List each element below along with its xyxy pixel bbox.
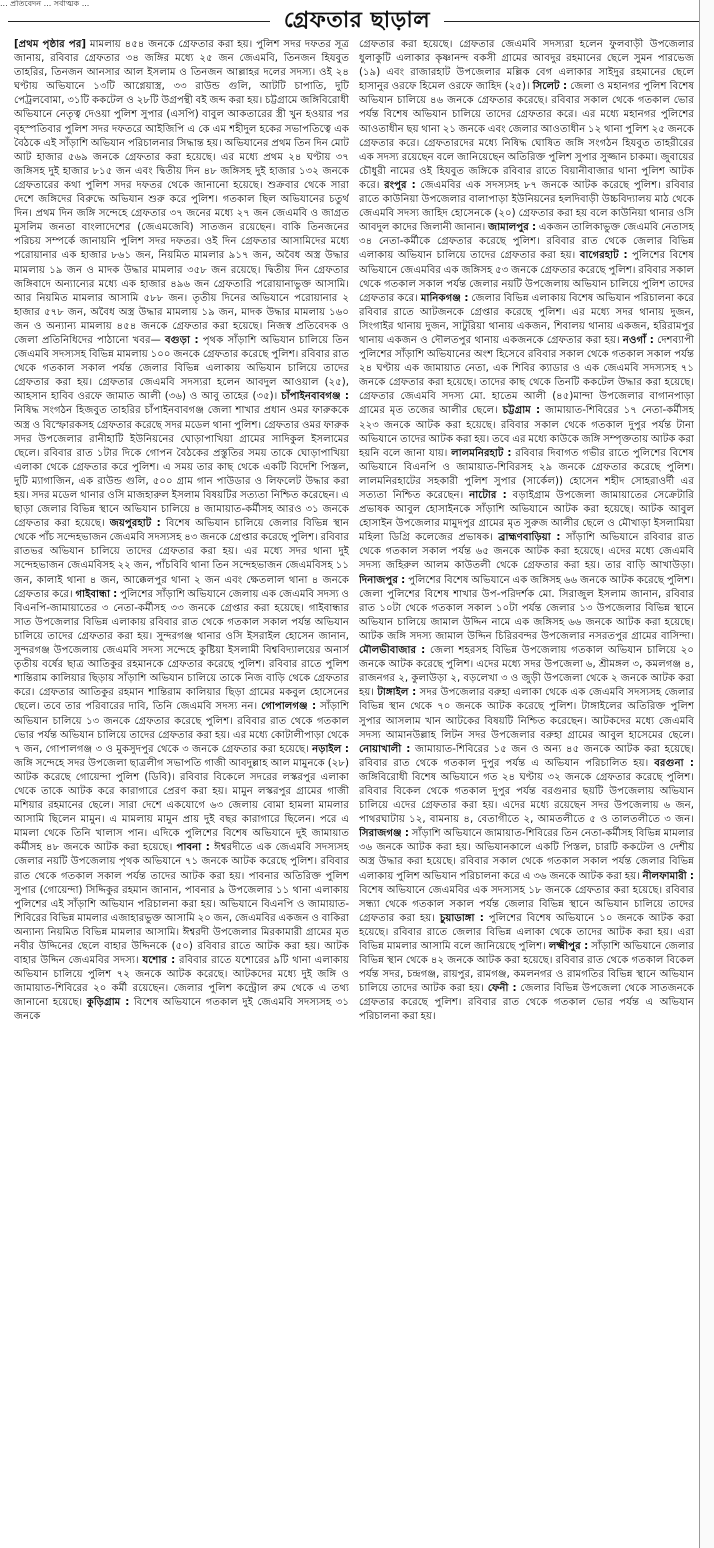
article-text: রবিবার দিবাগত গভীর রাতে পুলিশের বিশেষ অভিযানে বিএনপি ও জামায়াত-শিবিরসহ ২৯ জনকে গ্রেফতার করেছে পুলিশ। লালমনিরহাটের সহকারী পুলিশ সুপার (সার্কেল)) হোসেন শহীদ সোহরাওর্দী এর সত্যতা নিশ্চিত করেছেন। — [359, 447, 694, 501]
dateline-label: নীলফামারী : — [642, 870, 694, 882]
article-text: গ্রেফতার করা হয়েছে। গ্রেফতার জেএমবি সদস্যরা হলেন ফুলবাড়ী উপজেলার ধুলাকুটি এলাকার কৃষ্ণানন্দ বকসী গ্রামের আবদুর রহমানের ছেলে সুমন পারভেজ (১৯) এবং রাজারহাট উপজেলার মল্লিক বেগ এলাকার সাইদুর রহমানের ছেলে হাসানুর ওরফে হিমেল ওরফে জাহিদ (২৫)। — [359, 39, 694, 93]
article-text: সদর উপজেলার বরুহা এলাকা থেকে এক জেএমবি সদস্যসহ জেলার বিভিন্ন স্থান থেকে ৭০ জনকে আটক করেছে পুলিশ। টাঙ্গাইলের অতিরিক্ত পুলিশ সুপার আসলাম খান আটকের বিষয়টি নিশ্চিত করেছেন। আটকদের মধ্যে জেএমবি সদস্য আমানউল্লাহ লিটন সদর উপজেলার বরুহা গ্রামের আবুল হাসেমের ছেলে। — [359, 687, 694, 741]
article-text: সাঁড়াশি অভিযানে রবিবার রাত থেকে গতকাল সকাল পর্যন্ত ৬৫ জনকে আটক করা হয়েছে। এদের মধ্যে জেএমবি সদস্য জহিরুল আলম কাউতলী থেকে গ্রেফতার করা হয়। তার বাড়ি আখাউড়া। — [359, 532, 694, 572]
article-text: ঈশ্বরদীতে এক জেএমবি সদস্যসহ জেলার নয়টি উপজেলায় পৃথক অভিযানে ৭১ জনকে আটক করেছে পুলিশ। রবিবার রাত থেকে গতকাল সকাল পর্যন্ত তাদের আটক করা হয়। পাবনার অতিরিক্ত পুলিশ সুপার (গোয়েন্দা) সিদ্দিকুর রহমান জানান, পাবনার ৯ উপজেলার ১১ থানা এলাকায় পুলিশের এই সাঁড়াশি অভিযান পরিচালনা করা হয়। অভিযানে বিএনপি ও জামায়াত-শিবিরের বিভিন্ন মামলার এজাহারভুক্ত আসামি ২০ জন, জেএমবির একজন ও বাকিরা অন্যান্য নিয়মিত বিভিন্ন মামলার আসামি। ঈশ্বরদী উপজেলার মিরকামারী গ্রামের মৃত নবীর উদ্দিনের ছেলে বাহার উদ্দিনকে (৫০) রবিবার রাতে আটক করা হয়। আটক বাহার উদ্দিন জেএমবির সদস্য। — [14, 842, 349, 967]
dateline-label: মৌলভীবাজার : — [359, 645, 426, 657]
dateline-label: নাটোর : — [469, 490, 507, 501]
dateline-label: লক্ষ্মীপুর : — [548, 941, 589, 952]
article-text: পুলিশের বিশেষ অভিযানে এক জঙ্গিসহ ৬৬ জনকে আটক করেছে পুলিশ। জেলা পুলিশের বিশেষ শাখার উপ-পরিদর্শক মো. সিরাজুল ইসলাম জানান, রবিবার রাত ১০টা থেকে গতকাল সকাল ১০টা পর্যন্ত জেলার ১৩ উপজেলার বিভিন্ন স্থানে অভিযান চালিয়ে জামাল উদ্দিন নামে এক জঙ্গিসহ ৬৬ জনকে আটক করা হয়েছে। আটক জঙ্গি সদস্য জামাল উদ্দিন চিরিরবন্দর উপজেলার নসরতপুর গ্রামের বাসিন্দা। — [359, 574, 694, 642]
article-body — [14, 38, 694, 1542]
article-text: সাঁড়াশি অভিযানে জামায়াত-শিবিরের তিন নেতা-কর্মীসহ বিভিন্ন মামলার ৩৬ জনকে আটক করা হয়। অভিযানকালে একটি পিস্তল, চারটি ককটেল ও দেশীয় অস্ত্র উদ্ধার করা হয়েছে। রবিবার সকাল থেকে গতকাল সকাল পর্যন্ত জেলার বিভিন্ন এলাকায় পুলিশ অভিযান পরিচালনা করে এ ৩৬ জনকে আটক করা হয়। — [359, 828, 694, 882]
article-column-left — [14, 38, 349, 1542]
article-text: নিজস্ব প্রতিবেদক ও জেলা প্রতিনিধিদের পাঠানো খবর— — [14, 320, 349, 346]
dateline-label: বাগেরহাট : — [579, 250, 628, 262]
dateline-label: দিনাজপুর : — [359, 574, 406, 586]
dateline-label: টাঙ্গাইল : — [377, 687, 417, 699]
article-text: জামায়াত-শিবিরের ১৭ নেতা-কর্মীসহ ২২৩ জনকে আটক করা হয়েছে। রবিবার সকাল থেকে গতকাল দুপুর পর্যন্ত টানা অভিযানে তাদের আটক করা হয়। তবে এর মধ্যে কাউকে জঙ্গি সম্পৃক্ততায় আটক করা হয়নি বলে জানা যায়। — [359, 405, 694, 459]
dateline-label: কুড়িগ্রাম : — [86, 997, 130, 1009]
dateline-label: যশোর : — [142, 955, 176, 967]
article-text: জেলার বিভিন্ন এলাকায় বিশেষ অভিযান পরিচালনা করে রবিবার রাতে আটজনকে গ্রেপ্তার করেছে পুলিশ। এর মধ্যে সদর থানায় দুজন, সিংগাইর থানায় দুজন, সাটুরিয়া থানায় একজন, শিবালয় থানায় একজন, হরিরামপুর থানায় একজন ও দৌলতপুর থানায় একজনকে গ্রেফতার করা হয়। — [359, 292, 694, 346]
previous-article-text: ... প্রতিবেদন ... সর্বাত্মক ... — [0, 0, 90, 8]
article-text: সাঁড়াশি অভিযান চালিয়ে ১৩ জনকে গ্রেফতার করেছে পুলিশ। রবিবার রাত থেকে গতকাল ভোর পর্যন্ত অভিযান চালিয়ে তাদের গ্রেফতার করা হয়। এর মধ্যে কোটালীপাড়া থেকে ৭ জন, গোপালগঞ্জ ৩ ও মুকসুদপুর থেকে ৩ জনকে গ্রেফতার করা হয়েছে। — [14, 701, 349, 755]
dateline-label: বরগুনা : — [654, 757, 694, 769]
dateline-label: মানিকগঞ্জ : — [420, 292, 469, 304]
article-text: রবিবার রাতে যশোরের ৯টি থানা এলাকায় অভিযান চালিয়ে পুলিশ ৭২ জনকে আটক করেছে। আটকদের মধ্যে দুই জঙ্গি ও জামায়াত-শিবিরের ২০ কর্মী রয়েছেন। জেলার পুলিশ কন্ট্রোল রুম থেকে এ তথ্য জানানো হয়েছে। — [14, 955, 349, 1009]
dateline-label: বগুড়া : — [165, 334, 199, 346]
dateline-label: গোপালগঞ্জ : — [261, 701, 317, 713]
dateline-label: ব্রাহ্মণবাড়িয়া : — [498, 532, 561, 544]
headline-rule-right — [444, 21, 706, 22]
article-text: জঙ্গিবিরোধী বিশেষ অভিযানে গত ২৪ ঘণ্টায় ৩২ জনকে গ্রেফতার করেছে পুলিশ। রবিবার বিকেল থেকে গতকাল দুপুর পর্যন্ত বরগুনার ছয়টি উপজেলায় অভিযান চালিয়ে এদের গ্রেফতার করা হয়। এদের মধ্যে রয়েছেন সদর উপজেলায় ৬ জন, পাথরঘাটায় ১২, বামনায় ৪, বেতাগীতে ২, আমতলীতে ৫ ও তালতলীতে ৩ জন। — [359, 771, 694, 826]
article-text: পুলিশের সাঁড়াশি অভিযানে জেলায় এক জেএমবি সদস্য ও বিএনপি-জামায়াতের ৩ নেতা-কর্মীসহ ৩৩ জনকে গ্রেপ্তার করা হয়েছে। গাইবান্ধার সাত উপজেলার বিভিন্ন এলাকায় রবিবার রাত থেকে গতকাল সকাল পর্যন্ত অভিযান চালিয়ে তাদের গ্রেফতার করা হয়। সুন্দরগঞ্জ থানার ওসি ইসরাইল হোসেন জানান, সুন্দরগঞ্জ উপজেলায় জেএমবি সদস্য সন্দেহে কুষ্টিয়া ইসলামী বিশ্ববিদ্যালয়ের অনার্স তৃতীয় বর্ষের ছাত্র আতিকুর রহমানকে গ্রেফতার করেছে পুলিশ। রবিবার রাতে পুলিশ শান্তিরাম কালিয়ার ছিড়ায় সাঁড়াশি অভিযান চালিয়ে তাকে নিজ বাড়ি থেকে গ্রেফতার করে। গ্রেফতার আতিকুর রহমান শান্তিরাম কালিয়ার ছিড়া গ্রামের মকবুল হোসেনের ছেলে। তবে তার পরিবারের দাবি, তিনি জেএমবি সদস্য নন। — [14, 588, 349, 713]
dateline-label: নোয়াখালী : — [359, 743, 411, 755]
article-text: পৃথক সাঁড়াশি অভিযান চালিয়ে তিন জেএমবি সদস্যসহ বিভিন্ন মামলায় ১০০ জনকে গ্রেফতার করেছে পুলিশ। রবিবার রাত থেকে গতকাল সকাল পর্যন্ত জেলার বিভিন্ন এলাকায় অভিযান চালিয়ে তাদের গ্রেফতার করা হয়। গ্রেফতার জেএমবি সদস্যরা হলেন আবদুল আওয়াল (২৫), আহসান হাবিব ওরফে জামাত আলী (৩৬) ও আবু তাহের (৩৫)। — [14, 334, 349, 403]
dateline-label: [প্রথম পৃষ্ঠার পর] — [14, 39, 87, 50]
article-text: বিশেষ অভিযানে জেএমবির এক সদস্যসহ ১৮ জনকে গ্রেফতার করা হয়েছে। রবিবার সন্ধ্যা থেকে গতকাল সকাল পর্যন্ত জেলার বিভিন্ন স্থানে অভিযান চালিয়ে তাদের গ্রেফতার করা হয়। — [359, 884, 694, 924]
dateline-label: চাঁপাইনবাবগঞ্জ : — [281, 391, 349, 403]
dateline-label: ফেনী : — [487, 983, 517, 995]
article-text: দেশব্যাপী পুলিশের সাঁড়াশি অভিযানের অংশ হিসেবে রবিবার সকাল থেকে গতকাল সকাল পর্যন্ত ২৪ ঘণ্টায় এক জামায়াত নেতা, এক শিবির ক্যাডার ও এক জেএমবি সদস্যসহ ৭১ জনকে গ্রেফতার করা হয়েছে। তাদের কাছ থেকে তিনটি ককটেল উদ্ধার করা হয়েছে। গ্রেফতার জেএমবি সদস্য মো. হাতেম আলী (৪৫)মান্দা উপজেলার বাগানপাড়া গ্রামের মৃত তজের আলীর ছেলে। — [359, 334, 694, 417]
article-text: জামায়াত-শিবিরের ১৫ জন ও অন্য ৪৫ জনকে আটক করা হয়েছে। রবিবার রাত থেকে গতকাল দুপুর পর্যন্ত এ অভিযান পরিচালিত হয়। — [359, 743, 694, 769]
dateline-label: জয়পুরহাট : — [109, 518, 161, 530]
dateline-label: গাইবান্ধা : — [75, 588, 118, 600]
dateline-label: নড়াইল : — [312, 743, 349, 755]
article-text: পুলিশের বিশেষ অভিযানে ১০ জনকে আটক করা হয়েছে। রবিবার রাতে জেলার বিভিন্ন এলাকা থেকে তাদের আটক করা হয়। এরা বিভিন্ন মামলার আসামি বলে জানিয়েছে পুলিশ। — [359, 912, 694, 952]
article-headline: গ্রেফতার ছাড়াল — [283, 6, 431, 33]
dateline-label: নওগাঁ : — [622, 334, 654, 346]
article-text: জেলা ও মহানগর পুলিশ বিশেষ অভিযান চালিয়ে ৪৬ জনকে গ্রেফতার করেছে। রবিবার সকাল থেকে গতকাল ভোর পর্যন্ত বিশেষ অভিযান চালিয়ে তাদের গ্রেফতার করে। এর মধ্যে মহানগর পুলিশের আওতাধীন ছয় থানা ২১ জনকে এবং জেলার আওতাধীন ১২ থানা পুলিশ ২৫ জনকে গ্রেফতার করে। গ্রেফতারদের মধ্যে নিষিদ্ধ ঘোষিত জঙ্গি সংগঠন হিযবুত তাহরীরের এক সদস্য রয়েছেন বলে জানিয়েছেন অতিরিক্ত পুলিশ সুপার সুজ্জান চাকমা। জুবায়ের চৌধুরী নামের ওই হিযবুত জঙ্গিকে রবিবার রাতে বিয়ানীবাজার থানা পুলিশ আটক করে। — [359, 81, 694, 191]
article-text: জঙ্গি সন্দেহে সদর উপজেলা ছাত্রলীগ সভাপতি গাজী আবদুল্লাহ আল মামুনকে (২৮) আটক করেছে গোয়েন্দা পুলিশ (ডিবি)। রবিবার বিকেলে সদরের লস্করপুর এলাকা থেকে তাকে আটক করে কারাগারে প্রেরণ করা হয়। মামুন লস্করপুর গ্রামের গাজী মশিয়ার রহমানের ছেলে। সারা দেশে একযোগে ৬৩ জেলায় বোমা হামলা মামলার আসামি ছিলেন মামুন। এ মামলায় মামুন প্রায় দুই বছর কারাগারে ছিলেন। পরে এ মামলা থেকে তিনি খালাস পান। এদিকে পুলিশের বিশেষ অভিযানে দুই জামায়াত কর্মীসহ ৪৮ জনকে আটক করা হয়েছে। — [14, 757, 349, 854]
article-text: জেলার বিভিন্ন উপজেলা থেকে সাতজনকে গ্রেফতার করেছে পুলিশ। রবিবার রাত থেকে গতকাল ভোর পর্যন্ত এ অভিযান পরিচালনা করা হয়। — [359, 983, 694, 1023]
headline-row — [0, 6, 714, 36]
article-text: একজন তালিকাভুক্ত জেএমবি নেতাসহ ৩৪ নেতা-কর্মীকে গ্রেফতার করেছে পুলিশ। রবিবার রাত থেকে জেলার বিভিন্ন এলাকায় অভিযান চালিয়ে তাদের গ্রেফতার করা হয়। — [359, 222, 694, 262]
article-text: জেএমবির এক সদস্যসহ ৮৭ জনকে আটক করেছে পুলিশ। রবিবার রাতে কাউনিয়া উপজেলার বালাপাড়া ইউনিয়নের হলদিবাড়ী উচ্চবিদ্যালয় মাঠ থেকে জেএমবি সদস্য জাহিদ হোসেনকে (২০) গ্রেফতার করা হয় বলে কাউনিয়া থানার ওসি আবদুল কাদের জিলানী জানান। — [359, 179, 694, 234]
article-paragraph — [14, 38, 349, 1025]
article-text: জেলা শহরসহ বিভিন্ন উপজেলায় গতকাল অভিযান চালিয়ে ২০ জনকে আটক করেছে পুলিশ। এদের মধ্যে সদর উপজেলা ৬, শ্রীমঙ্গল ৩, কমলগঞ্জ ৪, রাজনগর ২, কুলাউড়া ২, বড়লেখা ৩ ও জুড়ী উপজেলা থেকে ২ জনকে আটক করা হয়। — [359, 645, 694, 699]
article-text: নিষিদ্ধ সংগঠন হিজবুত তাহরির চাঁপাইনবাবগঞ্জ জেলা শাখার প্রধান ওমর ফারুককে অস্ত্র ও বিস্ফোরকসহ গ্রেফতার করেছে সদর মডেল থানা পুলিশ। গ্রেফতার ওমর ফারুক সদর উপজেলার রানীহাটি ইউনিয়নের ঘোড়াপাখিয়া গ্রামের সাদিকুল ইসলামের ছেলে। রবিবার রাত ১টার দিকে গোপন বৈঠকের প্রস্তুতির সময় তাকে ঘোড়াপাখিয়া এলাকা থেকে গ্রেফতার করে পুলিশ। এ সময় তার কাছ থেকে একটি বিদেশি পিস্তল, দুটি ম্যাগাজিন, এক রাউন্ড গুলি, ৫০০ গ্রাম গান পাউডার ও লিফলেট উদ্ধার করা হয়। সদর মডেল থানার ওসি মাজহারুল ইসলাম বিষয়টির সত্যতা নিশ্চিত করেছেন। এ ছাড়া জেলার বিভিন্ন স্থানে অভিযান চালিয়ে ৪ জামায়াত-কর্মীসহ আরও ৩১ জনকে গ্রেফতার করা হয়েছে। — [14, 405, 349, 530]
dateline-label: সিলেট : — [532, 81, 568, 93]
article-text: বিশেষ অভিযানে গতকাল দুই জেএমবি সদস্যসহ ৩১ জনকে — [14, 997, 349, 1023]
dateline-label: চট্টগ্রাম : — [502, 405, 541, 417]
dateline-label: রংপুর : — [384, 179, 416, 191]
article-paragraph — [359, 38, 694, 1025]
dateline-label: সিরাজগঞ্জ : — [359, 828, 409, 840]
article-text: মামলায় ৪৫৪ জনকে গ্রেফতার করা হয়। পুলিশ সদর দফতর সূত্র জানায়, রবিবার গ্রেফতার ৩৪ জঙ্গির মধ্যে ২৫ জন জেএমবি, তিনজন হিযবুত তাহরির, তিনজন আনসার আল ইসলাম ও তিনজন আল্লাহর দলের সদস্য। ওই ২৪ ঘণ্টায় অভিযানে ১৩টি আগ্নেয়াস্ত্র, ৩৩ রাউন্ড গুলি, আটটি চাপাতি, দুটি পেট্রলবোমা, ৩১টি ককটেল ও ২৮টি উগ্রপন্থী বই জব্দ করা হয়। চট্টগ্রামে জঙ্গিবিরোধী অভিযানে নেতৃত্ব দেওয়া পুলিশ সুপার (এসপি) বাবুল আকতারের স্ত্রী খুন হওয়ার পর বৃহস্পতিবার পুলিশ সদর দফতরে আইজিপি এ কে এম শহীদুল হকের সভাপতিত্বে এক বৈঠকে এই সাঁড়াশি অভিযান পরিচালনার সিদ্ধান্ত হয়। অভিযানের প্রথম তিন দিন মোট আট হাজার ৫৬৯ জনকে গ্রেফতার করা হয়েছে। এর মধ্যে প্রথম ২৪ ঘণ্টায় ৩৭ জঙ্গিসহ দুই হাজার ৮১৫ জন এবং দ্বিতীয় দিন ৪৮ জঙ্গিসহ দুই হাজার ১৩২ জনকে গ্রেফতারের কথা পুলিশ সদর দফতর থেকে জানানো হয়েছে। শুক্রবার থেকে সারা দেশে জঙ্গিদের বিরুদ্ধে অভিযান শুরু করে পুলিশ। গতকাল ছিল অভিযানের চতুর্থ দিন। প্রথম দিন জঙ্গি সন্দেহে গ্রেফতার ৩৭ জনের মধ্যে ২৭ জন জেএমবি ও জাগ্রত মুসলিম জনতা বাংলাদেশের (জেএমজেবি) সাতজন রয়েছেন। বাকি তিনজনের পরিচয় সম্পর্কে জানায়নি পুলিশ সদর দফতর। ওই দিন গ্রেফতার আসামিদের মধ্যে পরোয়ানার এক হাজার ৮৬১ জন, নিয়মিত মামলার ৯১৭ জন, অবৈধ অস্ত্র উদ্ধার মামলায় ১৯ জন ও মাদক উদ্ধার মামলার ৩৫৮ জন রয়েছে। দ্বিতীয় দিন গ্রেফতার জঙ্গিবাদে অন্যান্যের মধ্যে এক হাজার ৪৯৬ জন গ্রেফতারি পরোয়ানাভুক্ত আসামি। আর নিয়মিত মামলার আসামি ৫৮৮ জন। তৃতীয় দিনের অভিযানে পরোয়ানার ২ হাজার ৫৭৮ জন, অবৈধ অস্ত্র উদ্ধার মামলায় ১৯ জন, মাদক উদ্ধার মামলায় ১৬০ জন ও অন্যান্য মামলায় ৪৫৪ জনকে গ্রেফতার করা হয়েছে। — [14, 39, 349, 332]
dateline-label: জামালপুর : — [488, 222, 537, 234]
adjacent-article-edge — [699, 0, 714, 1548]
dateline-label: চুয়াডাঙ্গা : — [439, 912, 484, 924]
article-text: বিশেষ অভিযান চালিয়ে জেলার বিভিন্ন স্থান থেকে পাঁচ সন্দেহভাজন জেএমবি সদস্যসহ ৪৩ জনকে গ্রেপ্তার করেছে পুলিশ। রবিবার রাতভর অভিযান চালিয়ে তাদের গ্রেফতার করা হয়। এর মধ্যে সদর থানা দুই সন্দেহভাজন জেএমবিসহ ২২ জন, পাঁচবিবি থানা তিন সন্দেহভাজন জেএমবিসহ ১১ জন, কালাই থানা ৪ জন, আক্কেলপুর থানা ২ জন এবং ক্ষেতলাল থানা ৪ জনকে গ্রেফতার করে। — [14, 518, 349, 600]
dateline-label: লালমনিরহাট : — [451, 447, 512, 459]
article-text: সাঁড়াশি অভিযানে জেলার বিভিন্ন স্থান থেকে ৪২ জনকে আটক করা হয়েছে। রবিবার রাত থেকে গতকাল বিকেল পর্যন্ত সদর, চন্দ্রগঞ্জ, রায়পুর, রামগঞ্জ, কমলনগর ও রামগতির বিভিন্ন স্থানে অভিযান চালিয়ে তাদের আটক করা হয়। — [359, 941, 694, 995]
headline-rule-left — [8, 21, 270, 22]
dateline-label: পাবনা : — [176, 842, 210, 854]
article-text: পুলিশের বিশেষ অভিযানে জেএমবির এক জঙ্গিসহ ৫৩ জনকে গ্রেফতার করেছে পুলিশ। রবিবার সকাল থেকে গতকাল সকাল পর্যন্ত জেলার নয়টি উপজেলায় অভিযান চালিয়ে পুলিশ তাদের গ্রেফতার করে। — [359, 250, 694, 304]
article-column-right — [359, 38, 694, 1542]
article-text: বড়াইগ্রাম উপজেলা জামায়াতের সেক্রেটারি প্রভাষক আবুল হোসাইনকে সাঁড়াশি অভিযানে আটক করা হয়েছে। আটক আবুল হোসাইন উপজেলার মামুদপুর গ্রামের মৃত সুরুজ আলীর ছেলে ও মৌখাড়া ইসলামিয়া মহিলা ডিগ্রি কলেজের প্রভাষক। — [359, 490, 694, 544]
